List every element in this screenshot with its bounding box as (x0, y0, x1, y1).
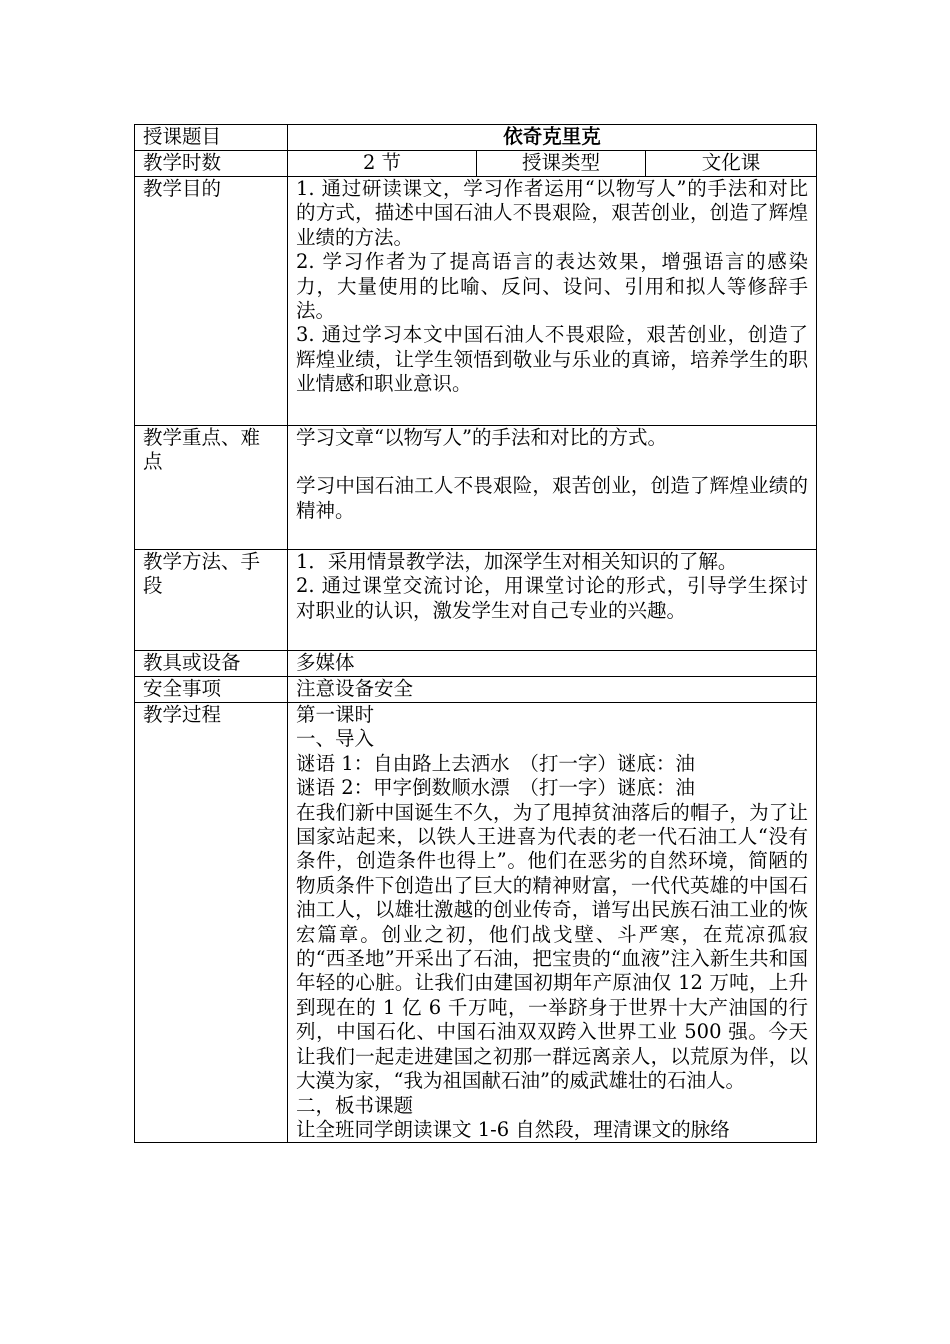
process-line: 第一课时 (296, 703, 375, 726)
row-safety (135, 677, 817, 703)
objective-item: 3. 通过学习本文中国石油人不畏艰险，艰苦创业，创造了辉煌业绩，让学生领悟到敬业与乐业的真谛，培养学生的职业情感和职业意识。 (296, 323, 808, 396)
difficult-point: 学习中国石油工人不畏艰险，艰苦创业，创造了辉煌业绩的精神。 (296, 474, 808, 522)
hours-label: 教学时数 (135, 151, 288, 177)
process-line: 谜语 2：甲字倒数顺水漂 （打一字）谜底：油 (296, 776, 695, 800)
process-line: 一、导入 (296, 727, 375, 751)
process-line: 二，板书课题 (296, 1093, 414, 1117)
process-line: 在我们新中国诞生不久，为了甩掉贫油落后的帽子，为了让国家站起来，以铁人王进喜为代表的老一代石油工人“没有条件，创造条件也得上”。他们在恶劣的自然环境，简陋的物质条件下创造出了巨大的精神财富，一代代英雄的中国石油工人，以雄壮激越的创业传奇，谱写出民族石油工业的恢宏篇章。创业之初，他们战戈壁、斗严寒，在荒凉孤寂的“西圣地”开采出了石油，把宝贵的“血液”注入新生共和国年轻的心脏。让我们由建国初期年产原油仅 12 万吨，上升到现在的 1 亿 6 千万吨，一举跻身于世界十大产油国的行列，中国石化、中国石油双双跨入世界工业 500 强。今天让我们一起走进建国之初那一群远离亲人，以荒原为伴，以大漠为家，“我为祖国献石油”的威武雄壮的石油人。 (296, 800, 808, 1093)
process-label: 教学过程 (135, 703, 288, 1143)
topic-label: 授课题目 (135, 125, 288, 151)
key-points-cell (288, 426, 817, 550)
process-line: 谜语 1：自由路上去洒水 （打一字）谜底：油 (296, 751, 695, 775)
objectives-label: 教学目的 (135, 177, 288, 426)
row-equipment (135, 651, 817, 677)
objective-item: 1. 通过研读课文，学习作者运用“以物写人”的手法和对比的方式，描述中国石油人不畏艰险，艰苦创业，创造了辉煌业绩的方法。 (296, 177, 808, 249)
key-point: 学习文章“以物写人”的手法和对比的方式。 (296, 426, 667, 449)
row-process (135, 703, 817, 1143)
hours-value: 2 节 (288, 151, 477, 177)
lesson-plan-table (134, 124, 817, 1143)
objectives-cell (288, 177, 817, 426)
process-line: 让全班同学朗读课文 1-6 自然段，理清课文的脉络 (296, 1117, 730, 1141)
method-item: 1．采用情景教学法，加深学生对相关知识的了解。 (296, 550, 738, 573)
method-item: 2. 通过课堂交流讨论，用课堂讨论的形式，引导学生探讨对职业的认识，激发学生对自己专业的兴趣。 (296, 574, 808, 622)
methods-label: 教学方法、手段 (135, 550, 288, 651)
row-key-points (135, 426, 817, 550)
objective-item: 2. 学习作者为了提高语言的表达效果，增强语言的感染力，大量使用的比喻、反问、设问、引用和拟人等修辞手法。 (296, 250, 808, 323)
key-points-label: 教学重点、难点 (135, 426, 288, 550)
type-value: 文化课 (646, 151, 817, 177)
type-label: 授课类型 (477, 151, 646, 177)
equipment-value: 多媒体 (288, 651, 817, 677)
row-objectives (135, 177, 817, 426)
row-topic (135, 125, 817, 151)
methods-cell (288, 550, 817, 651)
safety-value: 注意设备安全 (288, 677, 817, 703)
equipment-label: 教具或设备 (135, 651, 288, 677)
process-cell (288, 703, 817, 1143)
safety-label: 安全事项 (135, 677, 288, 703)
row-hours (135, 151, 817, 177)
row-methods (135, 550, 817, 651)
topic-value: 依奇克里克 (288, 125, 817, 151)
